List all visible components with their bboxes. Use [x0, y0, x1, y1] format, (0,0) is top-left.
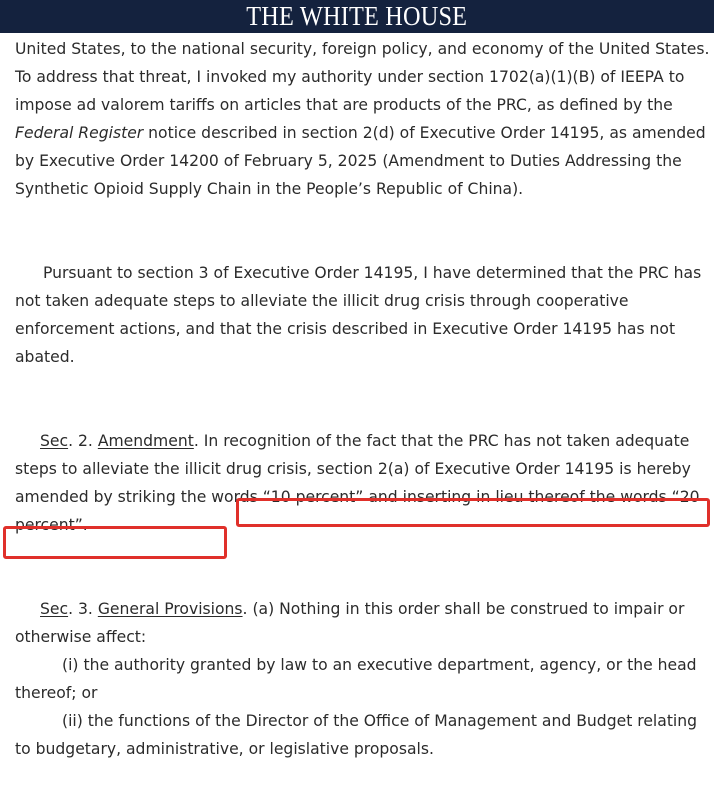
federal-register-italic: Federal Register — [15, 124, 144, 142]
paragraph-threat — [15, 35, 714, 203]
sec-2-label: Sec — [40, 432, 69, 450]
paragraph-threat-text-a: United States, to the national security, foreign policy, and economy of the United States. To address that threat, I invoked my authority under section 1702(a)(1)(B) of IEEPA to impose ad valorem tariffs on articles that are products of the PRC, as defined by the — [15, 40, 710, 114]
paragraph-threat-text-b: notice described in section 2(d) of Executive Order 14195, as amended by Executive Order 14200 of February 5, 2025 (Amendment to Duties Addressing the Synthetic Opioid Supply Chain in the People’s Republic of China). — [15, 124, 706, 198]
sec-3-number: . 3. — [68, 600, 98, 618]
sec-3-item-ii: (ii) the functions of the Director of the Office of Management and Budget relating to budgetary, administrative, or legislative proposals. — [15, 712, 698, 758]
sec-2-heading: Amendment — [97, 432, 194, 450]
site-header — [0, 0, 714, 33]
site-title[interactable]: THE WHITE HOUSE — [246, 1, 468, 31]
paragraph-determination: Pursuant to section 3 of Executive Order 14195, I have determined that the PRC has not taken adequate steps to alleviate the illicit drug crisis through cooperative enforcement actions, and that the crisis described in Executive Order 14195 has not abated. — [15, 264, 702, 366]
document-body — [15, 35, 714, 763]
sec-3-body: . (a) Nothing in this order shall be construed to impair or otherwise affect: — [15, 600, 685, 646]
sec-2-number: . 2. — [68, 432, 98, 450]
sec-3-label: Sec — [40, 600, 69, 618]
sec-2-body: . In recognition of the fact that the PRC has not taken adequate steps to alleviate the illicit drug crisis, section 2(a) of Executive Order 14195 is hereby amended by striking the words “10 percent” and inserting in lieu thereof the words “20 percent”. — [15, 432, 700, 534]
section-2-amendment — [15, 427, 714, 539]
section-3-general-provisions — [15, 595, 714, 651]
sec-3-heading: General Provisions — [97, 600, 243, 618]
sec-3-item-i: (i) the authority granted by law to an executive department, agency, or the head thereof; or — [15, 656, 697, 702]
